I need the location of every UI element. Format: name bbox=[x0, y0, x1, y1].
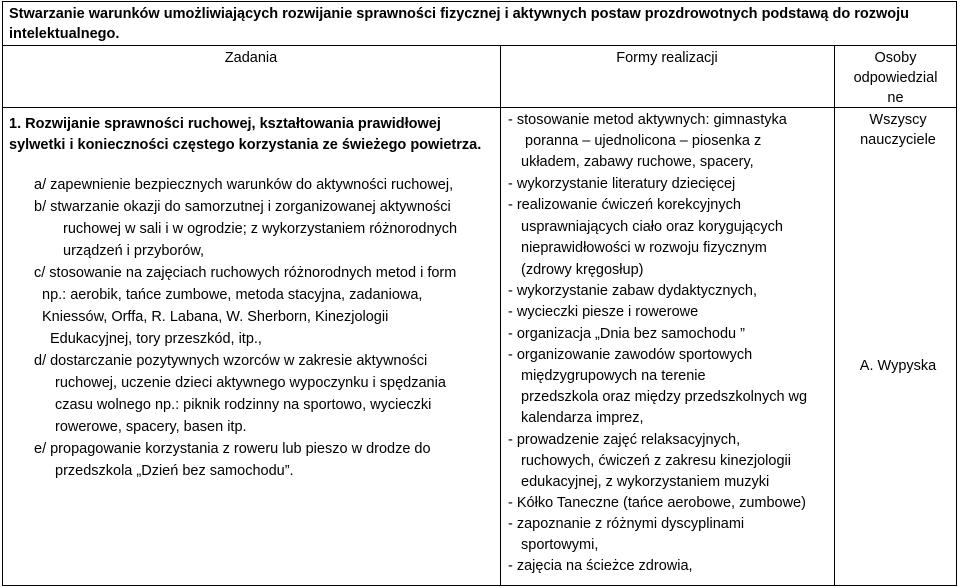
task-line: e/ propagowanie korzystania z roweru lub pieszo w drodze do bbox=[34, 441, 431, 457]
task-title-line: 1. Rozwijanie sprawności ruchowej, kształtowania prawidłowej bbox=[9, 116, 441, 132]
form-line: - prowadzenie zajęć relaksacyjnych, bbox=[508, 432, 741, 448]
task-line: rowerowe, spacery, basen itp. bbox=[55, 419, 247, 435]
task-line: przedszkola „Dzień bez samochodu”. bbox=[55, 463, 294, 479]
form-line: - organizacja „Dnia bez samochodu ” bbox=[508, 326, 745, 342]
task-line: czasu wolnego np.: piknik rodzinny na sportowo, wycieczki bbox=[55, 397, 432, 413]
header-tasks: Zadania bbox=[224, 50, 278, 66]
form-line: - wykorzystanie zabaw dydaktycznych, bbox=[508, 283, 758, 299]
form-line: - stosowanie metod aktywnych: gimnastyka bbox=[508, 112, 787, 128]
form-line: układem, zabawy ruchowe, spacery, bbox=[521, 154, 754, 170]
form-line: - wykorzystanie literatury dziecięcej bbox=[508, 176, 736, 192]
form-line: - organizowanie zawodów sportowych bbox=[508, 347, 753, 363]
form-line: - zajęcia na ścieżce zdrowia, bbox=[508, 558, 693, 574]
table-border-bottom bbox=[2, 585, 957, 586]
table-border-right bbox=[956, 1, 957, 586]
table-border-top bbox=[2, 1, 957, 2]
task-line: ruchowej, uczenie dzieci aktywnego wypoczynku i spędzania bbox=[55, 375, 446, 391]
task-line: d/ dostarczanie pozytywnych wzorców w zakresie aktywności bbox=[34, 353, 428, 369]
header-responsible-line: ne bbox=[887, 90, 904, 106]
task-line: a/ zapewnienie bezpiecznych warunków do aktywności ruchowej, bbox=[34, 177, 454, 193]
form-line: - realizowanie ćwiczeń korekcyjnych bbox=[508, 197, 741, 213]
form-line: - wycieczki piesze i rowerowe bbox=[508, 304, 699, 320]
form-line: poranna – ujednolicona – piosenka z bbox=[525, 133, 762, 149]
responsible-line: nauczyciele bbox=[860, 132, 936, 148]
header-row-divider bbox=[2, 107, 957, 108]
form-line: sportowymi, bbox=[521, 537, 599, 553]
header-responsible bbox=[835, 48, 956, 108]
task-line: c/ stosowanie na zajęciach ruchowych różnorodnych metod i form bbox=[34, 265, 457, 281]
form-line: międzygrupowych na terenie bbox=[521, 368, 706, 384]
form-line: - zapoznanie z różnymi dyscyplinami bbox=[508, 516, 745, 532]
task-title bbox=[9, 114, 499, 156]
header-responsible-line: odpowiedzial bbox=[853, 70, 938, 86]
form-line: - Kółko Taneczne (tańce aerobowe, zumbowe) bbox=[508, 495, 806, 511]
form-line: przedszkola oraz między przedszkolnych wg bbox=[521, 389, 808, 405]
responsible-line: Wszyscy bbox=[869, 112, 927, 128]
form-line: (zdrowy kręgosłup) bbox=[521, 262, 644, 278]
form-line: kalendarza imprez, bbox=[521, 410, 644, 426]
task-title-line: sylwetki i konieczności częstego korzystania ze świeżego powietrza. bbox=[9, 137, 482, 153]
table-border-left bbox=[2, 1, 3, 586]
column-divider-forms bbox=[834, 45, 835, 586]
header-forms: Formy realizacji bbox=[616, 50, 718, 66]
column-divider-tasks bbox=[500, 45, 501, 586]
document-title: Stwarzanie warunków umożliwiających rozwijanie sprawności fizycznej i aktywnych postaw prozdrowotnych podstawą do rozwoju intelektualnego. bbox=[9, 6, 909, 42]
responsible-person: A. Wypyska bbox=[859, 358, 937, 374]
form-line: ruchowych, ćwiczeń z zakresu kinezjologii bbox=[521, 453, 791, 469]
responsible-all-teachers bbox=[838, 110, 958, 150]
task-line: urządzeń i przyborów, bbox=[63, 243, 205, 259]
form-line: nieprawidłowości w rozwoju fizycznym bbox=[521, 240, 767, 256]
task-line: Edukacyjnej, tory przeszkód, itp., bbox=[50, 331, 262, 347]
task-line: Kniessów, Orffa, R. Labana, W. Sherborn, Kinezjologii bbox=[42, 309, 389, 325]
task-line: np.: aerobik, tańce zumbowe, metoda stacyjna, zadaniowa, bbox=[42, 287, 423, 303]
title-row-divider bbox=[2, 45, 957, 46]
form-line: edukacyjnej, z wykorzystaniem muzyki bbox=[521, 474, 770, 490]
form-line: usprawniających ciało oraz korygujących bbox=[521, 219, 783, 235]
task-line: b/ stwarzanie okazji do samorzutnej i zorganizowanej aktywności bbox=[34, 199, 451, 215]
task-line: ruchowej w sali i w ogrodzie; z wykorzystaniem różnorodnych bbox=[63, 221, 458, 237]
header-responsible-line: Osoby bbox=[874, 50, 917, 66]
